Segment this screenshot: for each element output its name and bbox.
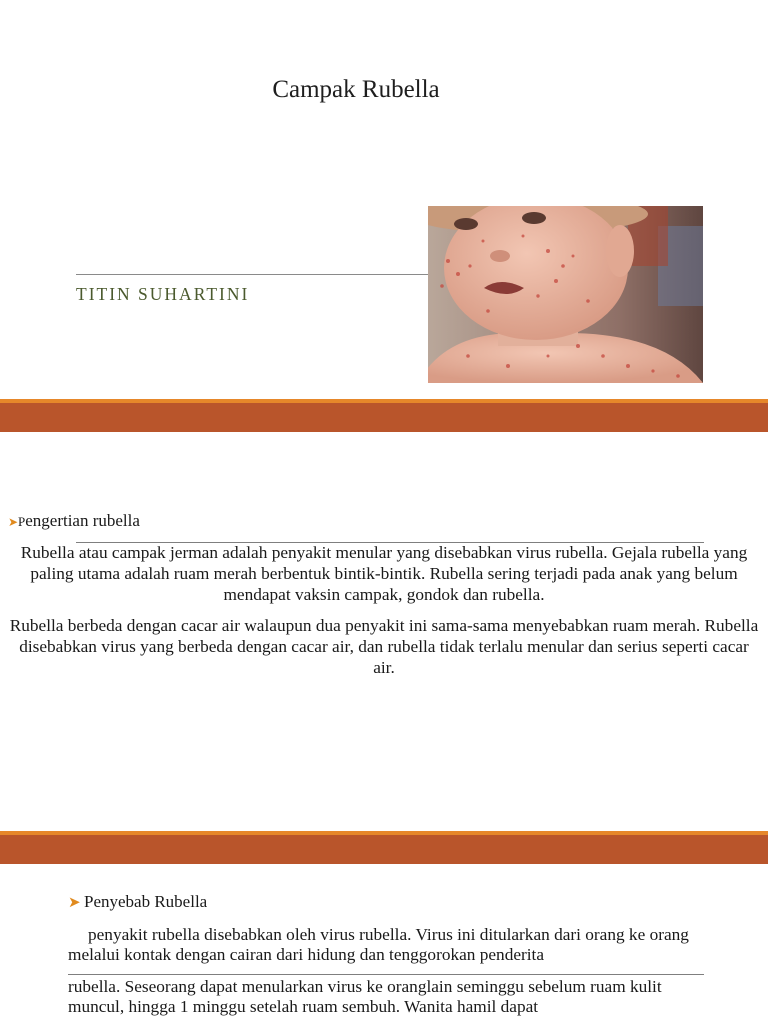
child-rubella-photo: [428, 206, 703, 383]
title-divider: [76, 274, 430, 275]
paragraph-cause-bottom: rubella. Seseorang dapat menularkan virus ke oranglain seminggu sebelum ruam kulit muncul, hingga 1 minggu setelah ruam sembuh. Wanita hamil dapat: [68, 977, 662, 1016]
section-divider: [68, 974, 704, 975]
paragraph-cause-top: penyakit rubella disebabkan oleh virus rubella. Virus ini ditularkan dari orang ke orang melalui kontak dengan cairan dari hidung dan tenggorokan penderita: [68, 925, 689, 964]
author-name: TITIN SUHARTINI: [76, 284, 250, 304]
heading-text: Penyebab Rubella: [84, 892, 208, 911]
arrow-bullet-icon: ➤: [68, 895, 81, 911]
section-heading-penyebab: [68, 891, 207, 914]
slide-title: Campak Rubella: [272, 76, 440, 103]
paragraph-comparison: Rubella berbeda dengan cacar air walaupun dua penyakit ini sama-sama menyebabkan ruam merah. Rubella disebabkan virus yang berbeda dengan cacar air, dan rubella tidak terlalu menular dan serius seperti cacar air.: [9, 616, 759, 677]
paragraph-definition: Rubella atau campak jerman adalah penyakit menular yang disebabkan virus rubella. Gejala rubella yang paling utama adalah ruam merah berbentuk bintik-bintik. Rubella sering terjadi pada anak yang belum mendapat vaksin campak, gondok dan rubella.: [20, 543, 748, 604]
heading-first-letter: P: [18, 514, 26, 529]
heading-text: engertian rubella: [25, 511, 140, 530]
section-heading-pengertian: [8, 510, 140, 533]
arrow-bullet-icon: ➤: [8, 515, 19, 529]
slide-divider-band: [0, 399, 768, 432]
slide-divider-band: [0, 831, 768, 864]
